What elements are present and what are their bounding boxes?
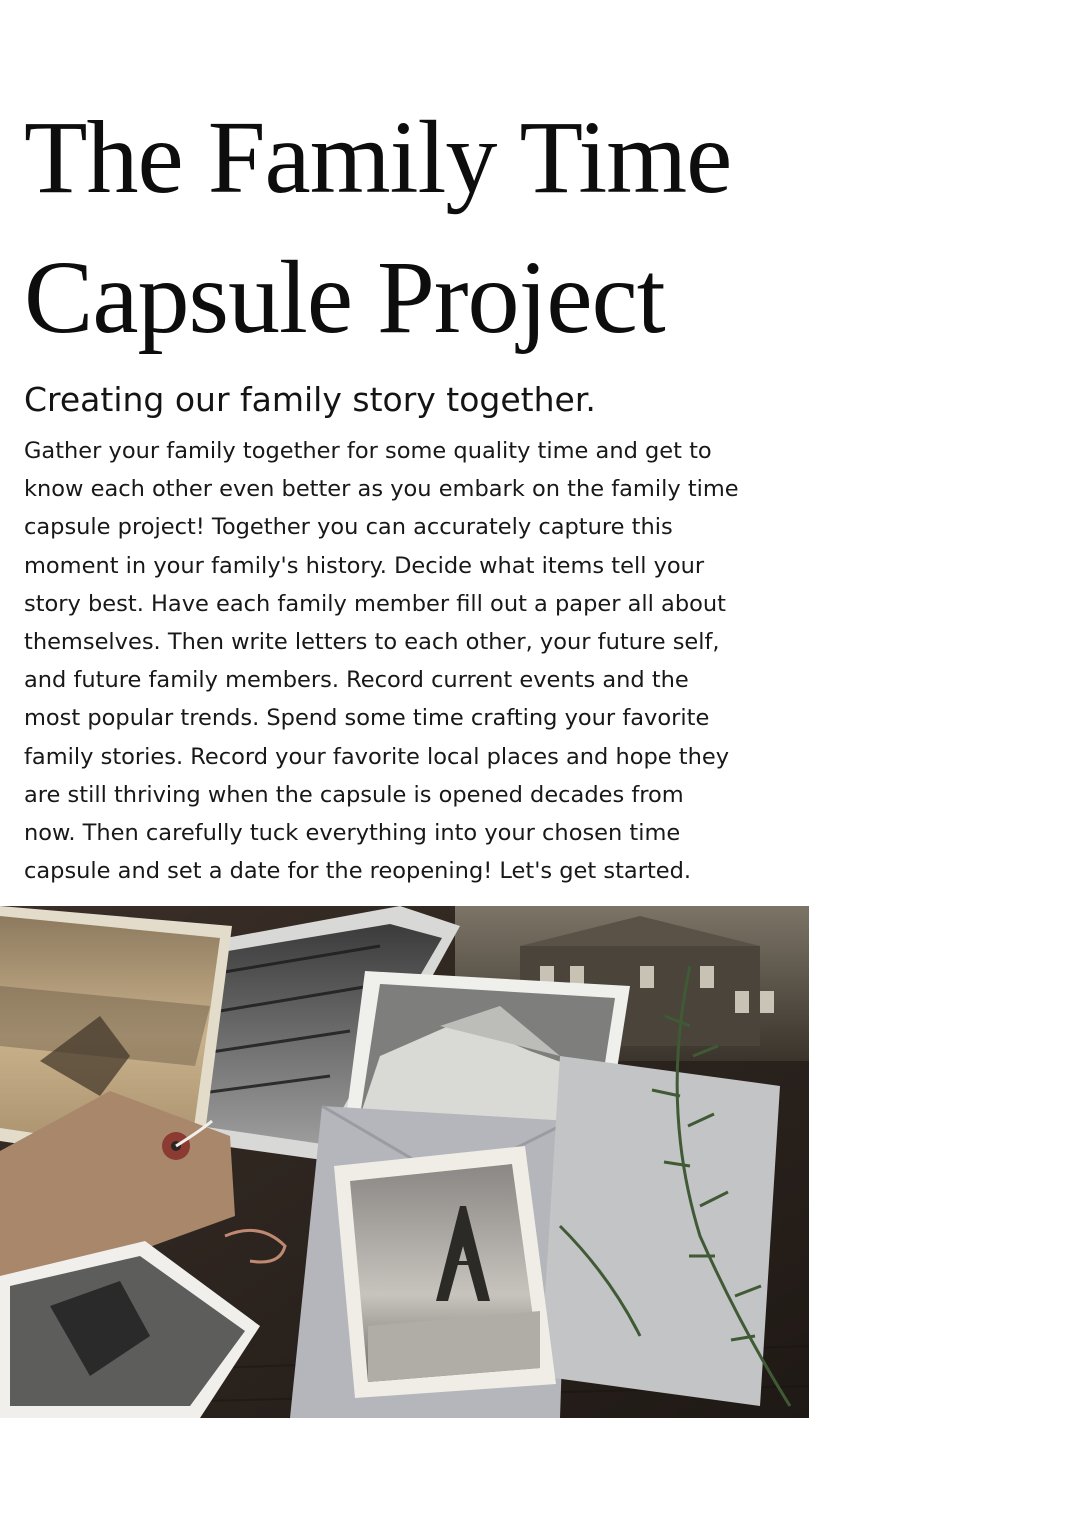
- envelope-right: [540, 1056, 780, 1406]
- body-line: family stories. Record your favorite local places and hope they: [24, 743, 730, 770]
- vintage-photographs-image: [0, 906, 809, 1418]
- body-line: are still thriving when the capsule is opened decades from: [24, 781, 684, 808]
- body-line: capsule and set a date for the reopening! Let's get started.: [24, 858, 692, 885]
- title-line-2: Capsule Project: [24, 240, 665, 355]
- body-line: capsule project! Together you can accurately capture this: [24, 514, 673, 541]
- photo-collage-illustration: [0, 906, 809, 1418]
- body-line: and future family members. Record current events and the: [24, 667, 689, 694]
- eiffel-tower-photo: [334, 1146, 556, 1398]
- body-line: story best. Have each family member fill out a paper all about: [24, 590, 726, 617]
- body-line: now. Then carefully tuck everything into your chosen time: [24, 820, 681, 847]
- body-line: most popular trends. Spend some time crafting your favorite: [24, 705, 710, 732]
- title-line-1: The Family Time: [24, 100, 732, 215]
- body-line: know each other even better as you embark on the family time: [24, 476, 739, 503]
- subtitle: Creating our family story together.: [24, 380, 596, 419]
- body-line: Gather your family together for some quality time and get to: [24, 438, 712, 464]
- page-title: [24, 88, 924, 368]
- intro-paragraph: [24, 432, 784, 890]
- body-line: themselves. Then write letters to each other, your future self,: [24, 629, 720, 656]
- body-line: moment in your family's history. Decide what items tell your: [24, 552, 705, 579]
